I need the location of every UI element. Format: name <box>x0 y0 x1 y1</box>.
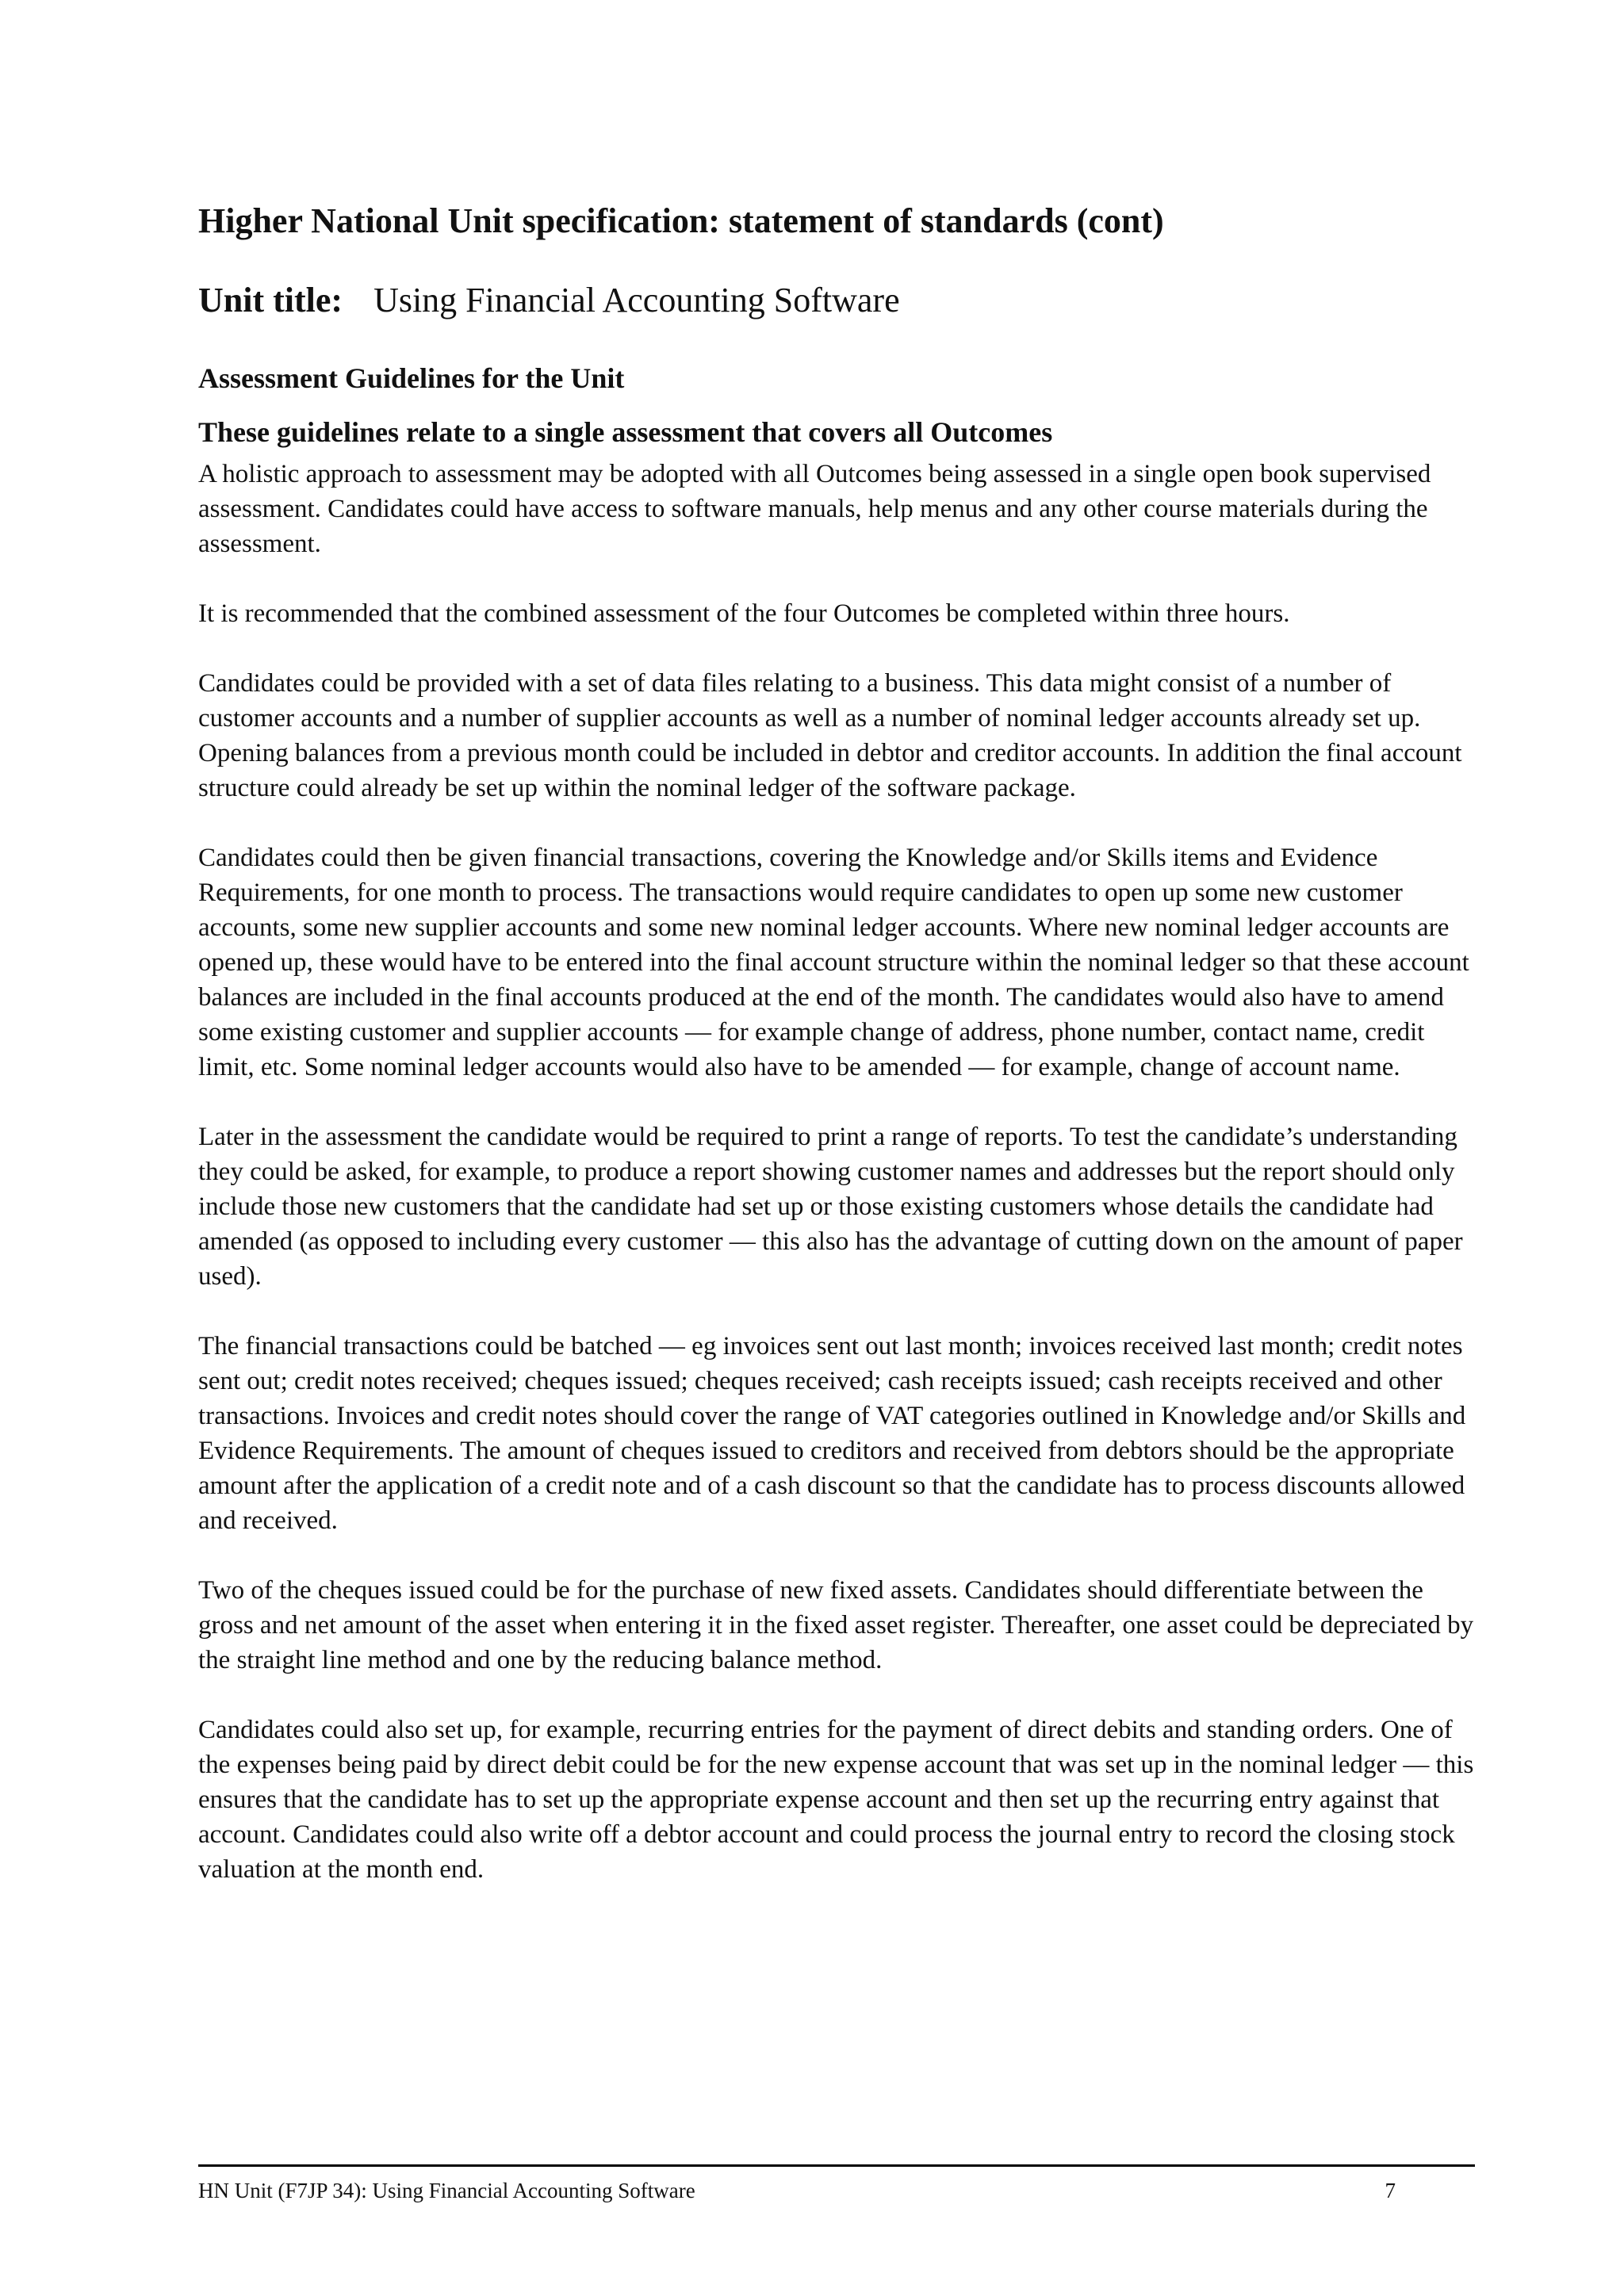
paragraph-8: Candidates could also set up, for example, recurring entries for the payment of direct debits and standing orders. One of the expenses being paid by direct debit could be for the new expense account that was set up in the nominal ledger — this ensures that the candidate has to set up the appropriate expense account and then set up the recurring entry against that account. Candidates could also write off a debtor account and could process the journal entry to record the closing stock valuation at the month end. <box>198 1716 1474 1884</box>
unit-title-value: Using Financial Accounting Software <box>373 281 900 320</box>
paragraph-2: It is recommended that the combined assessment of the four Outcomes be completed within three hours. <box>198 599 1290 628</box>
paragraph-3: Candidates could be provided with a set of data files relating to a business. This data might consist of a number of customer accounts and a number of supplier accounts as well as a number of nominal ledger accounts already set up. Opening balances from a previous month could be included in debtor and creditor accounts. In addition the final account structure could already be set up within the nominal ledger of the software package. <box>198 669 1462 802</box>
footer-unit-reference: HN Unit (F7JP 34): Using Financial Accounting Software <box>198 2179 695 2202</box>
unit-title-label: Unit title: <box>198 281 343 320</box>
paragraph-6: The financial transactions could be batched — eg invoices sent out last month; invoices received last month; credit notes sent out; credit notes received; cheques issued; cheques received; cash receipts issued; cash receipts received and other transactions. Invoices and credit notes should cover the range of VAT categories outlined in Knowledge and/or Skills and Evidence Requirements. The amount of cheques issued to creditors and received from debtors should be the appropriate amount after the application of a credit note and of a cash discount so that the candidate has to process discounts allowed and received. <box>198 1332 1466 1535</box>
paragraph-5: Later in the assessment the candidate would be required to print a range of reports. To test the candidate’s understanding they could be asked, for example, to produce a report showing customer names and addresses but the report should only include those new customers that the candidate had set up or those existing customers whose details the candidate had amended (as opposed to including every customer — this also has the advantage of cutting down on the amount of paper used). <box>198 1123 1463 1291</box>
paragraph-4: Candidates could then be given financial transactions, covering the Knowledge and/or Skills items and Evidence Requirements, for one month to process. The transactions would require candidates to open up some new customer accounts, some new supplier accounts and some new nominal ledger accounts. Where new nominal ledger accounts are opened up, these would have to be entered into the final account structure within the nominal ledger so that these account balances are included in the final accounts produced at the end of the month. The candidates would also have to amend some existing customer and supplier accounts — for example change of address, phone number, contact name, credit limit, etc. Some nominal ledger accounts would also have to be amended — for example, change of account name. <box>198 844 1469 1081</box>
document-title: Higher National Unit specification: statement of standards (cont) <box>198 201 1164 240</box>
paragraph-1: A holistic approach to assessment may be adopted with all Outcomes being assessed in a single open book supervised assessment. Candidates could have access to software manuals, help menus and any other course materials during the assessment. <box>198 460 1431 558</box>
section-subheading: These guidelines relate to a single assessment that covers all Outcomes <box>198 416 1053 448</box>
page-number: 7 <box>1385 2179 1396 2202</box>
paragraph-7: Two of the cheques issued could be for the purchase of new fixed assets. Candidates should differentiate between the gross and net amount of the asset when entering it in the fixed asset register. Thereafter, one asset could be depreciated by the straight line method and one by the reducing balance method. <box>198 1576 1474 1674</box>
unit-title-line <box>198 277 1483 323</box>
section-heading: Assessment Guidelines for the Unit <box>198 362 625 394</box>
page-footer <box>198 2164 1475 2205</box>
page-content <box>198 198 1483 1922</box>
